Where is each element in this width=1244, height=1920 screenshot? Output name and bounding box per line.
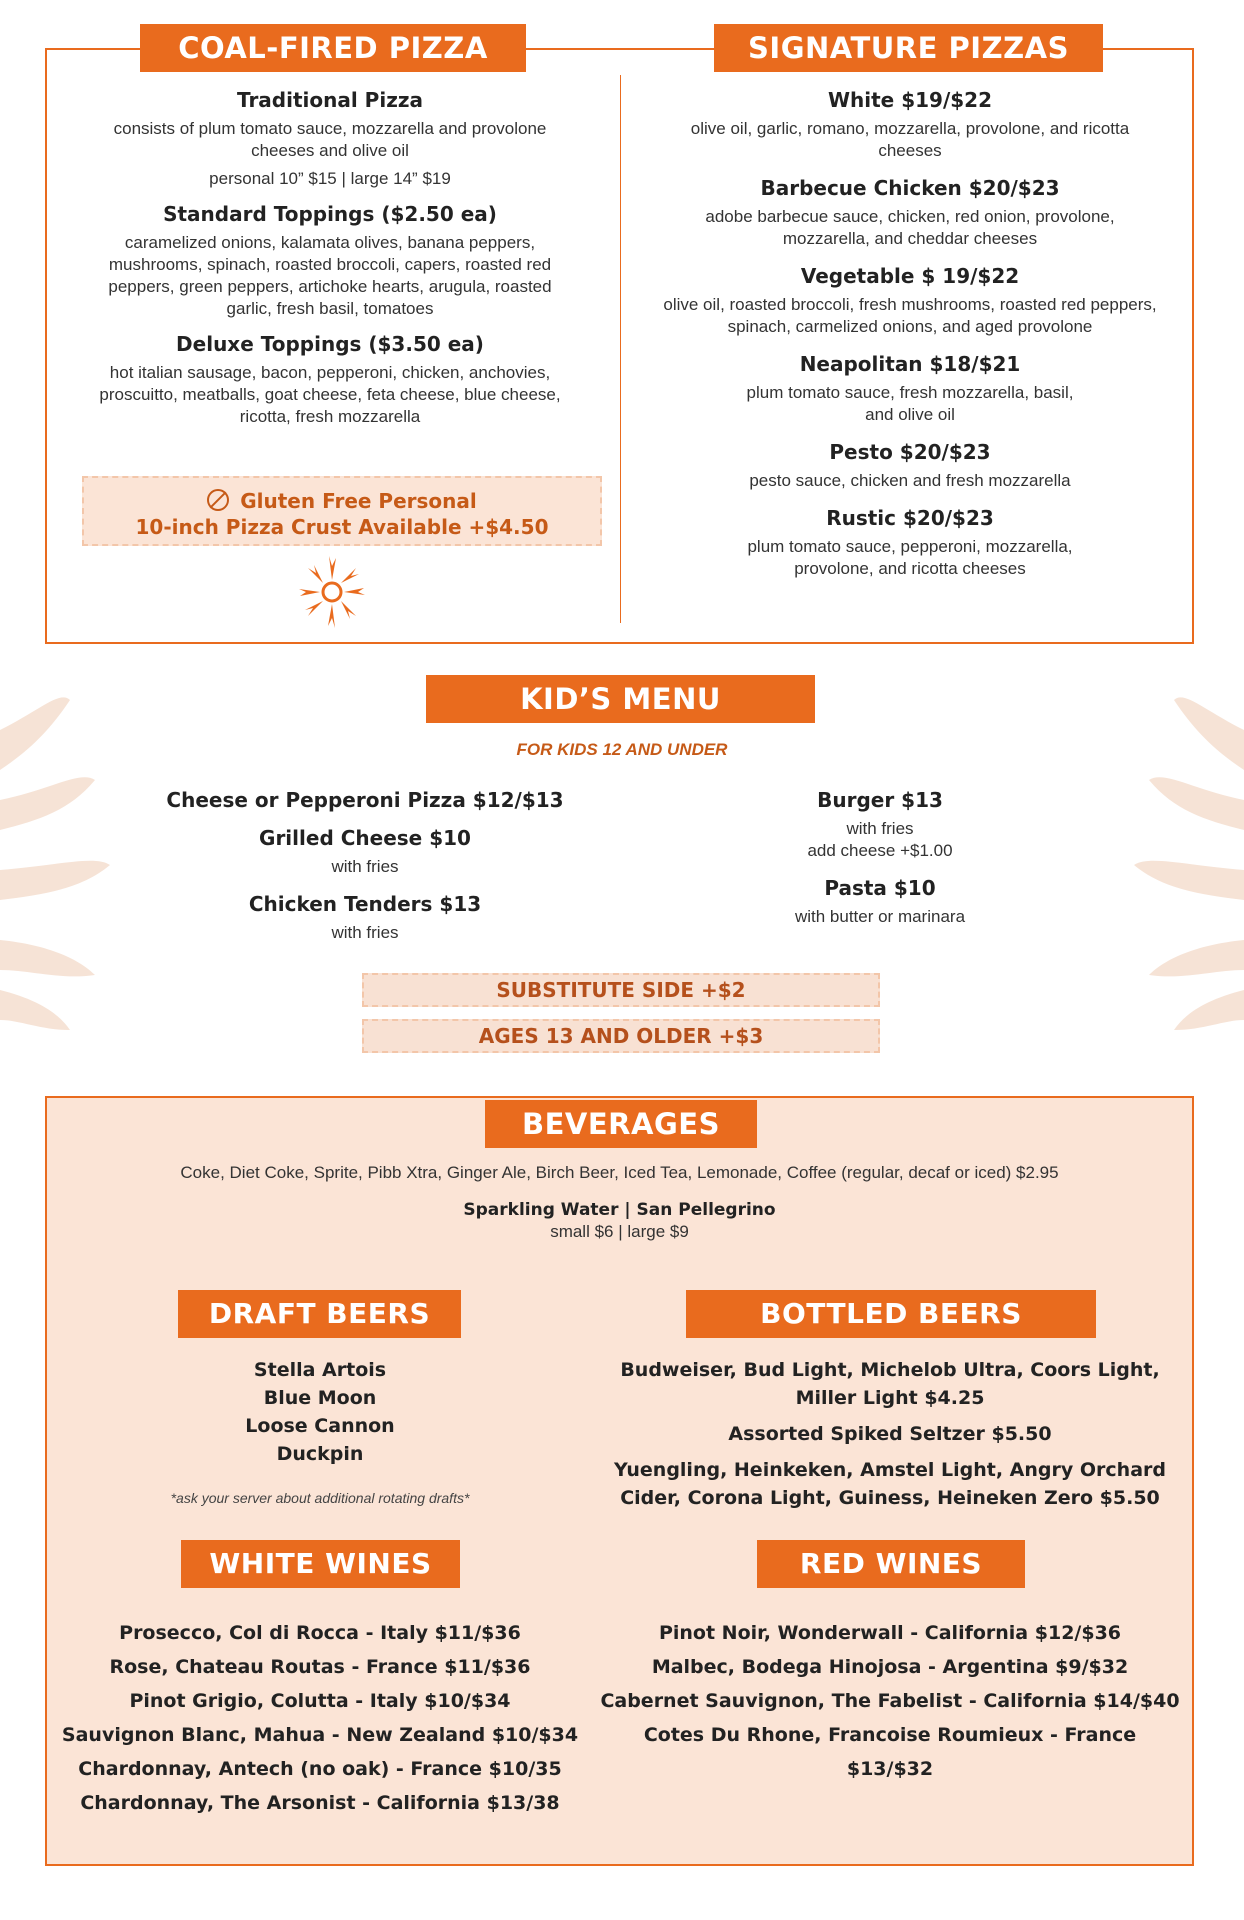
item-title: Neapolitan $18/$21 <box>799 352 1021 376</box>
sparkling-price: small $6 | large $9 <box>550 1222 689 1241</box>
list-item: Chardonnay, Antech (no oak) - France $10/35 <box>78 1758 562 1780</box>
signature-column <box>660 88 1160 588</box>
item-description: with butter or marinara <box>794 907 966 926</box>
menu-item <box>660 88 1160 162</box>
menu-item <box>660 440 1160 492</box>
item-title: Vegetable $ 19/$22 <box>800 264 1020 288</box>
item-description: adobe barbecue sauce, chicken, red onion, provolone, mozzarella, and cheddar cheeses <box>705 207 1115 248</box>
item-title: Traditional Pizza <box>237 88 423 112</box>
menu-item <box>660 264 1160 338</box>
item-title: Deluxe Toppings ($3.50 ea) <box>176 332 484 356</box>
item-title: Chicken Tenders $13 <box>248 892 482 916</box>
list-item: Cabernet Sauvignon, The Fabelist - California $14/$40 <box>600 1690 1180 1712</box>
list-item: Malbec, Bodega Hinojosa - Argentina $9/$32 <box>651 1656 1129 1678</box>
item-description: hot italian sausage, bacon, pepperoni, chicken, anchovies, proscuitto, meatballs, goat cheese, feta cheese, blue cheese, ricotta, fresh mozzarella <box>99 363 561 426</box>
menu-item <box>90 332 570 428</box>
list-item: Cider, Corona Light, Guiness, Heineken Zero $5.50 <box>620 1487 1160 1509</box>
gluten-free-line2: 10-inch Pizza Crust Available +$4.50 <box>135 515 549 539</box>
sun-logo-icon <box>297 552 367 632</box>
kids-left-column <box>140 788 590 944</box>
list-item: Budweiser, Bud Light, Michelob Ultra, Coors Light, <box>620 1359 1160 1381</box>
item-description: with fries <box>846 819 914 838</box>
white-wines-header: WHITE WINES <box>181 1540 460 1588</box>
list-item: Sauvignon Blanc, Mahua - New Zealand $10/$34 <box>61 1724 579 1746</box>
menu-item <box>660 506 1160 580</box>
item-description: caramelized onions, kalamata olives, banana peppers, mushrooms, spinach, roasted broccoli, capers, roasted red peppers, green peppers, artichoke hearts, arugula, roasted garlic, fresh basil, tomatoes <box>108 233 552 318</box>
menu-item <box>660 352 1160 426</box>
item-title: Standard Toppings ($2.50 ea) <box>163 202 497 226</box>
pizza-column-divider <box>620 75 621 623</box>
item-description: with fries <box>331 857 399 876</box>
beverages-header: BEVERAGES <box>485 1100 757 1148</box>
ages-note: AGES 13 AND OLDER +$3 <box>362 1019 880 1053</box>
draft-beers-note: *ask your server about additional rotating drafts* <box>170 1490 470 1506</box>
list-item: Cotes Du Rhone, Francoise Roumieux - France $13/$32 <box>643 1724 1137 1780</box>
item-description: olive oil, roasted broccoli, fresh mushrooms, roasted red peppers, spinach, carmelized onions, and aged provolone <box>663 295 1157 336</box>
sparkling-line: Sparkling Water | San Pellegrino <box>463 1200 776 1220</box>
item-title: Pesto $20/$23 <box>829 440 991 464</box>
kids-right-column <box>700 788 1060 928</box>
coal-fired-header: COAL-FIRED PIZZA <box>140 24 526 72</box>
item-title: Cheese or Pepperoni Pizza $12/$13 <box>166 788 564 812</box>
list-item: Duckpin <box>276 1443 364 1465</box>
white-wines-list <box>60 1616 580 1820</box>
item-title: White $19/$22 <box>827 88 993 112</box>
list-item: Prosecco, Col di Rocca - Italy $11/$36 <box>119 1622 521 1644</box>
item-description: plum tomato sauce, pepperoni, mozzarella, provolone, and ricotta cheeses <box>747 537 1073 578</box>
item-description: with fries <box>331 923 399 942</box>
item-price: personal 10” $15 | large 14” $19 <box>209 169 451 188</box>
substitute-side-note: SUBSTITUTE SIDE +$2 <box>362 973 880 1007</box>
list-item: Loose Cannon <box>245 1415 395 1437</box>
list-item: Miller Light $4.25 <box>795 1387 985 1409</box>
item-description: pesto sauce, chicken and fresh mozzarella <box>749 471 1071 490</box>
item-title: Pasta $10 <box>824 876 936 900</box>
menu-item <box>90 202 570 320</box>
no-wheat-icon <box>207 489 229 511</box>
item-description: olive oil, garlic, romano, mozzarella, provolone, and ricotta cheeses <box>690 119 1130 160</box>
signature-header: SIGNATURE PIZZAS <box>714 24 1103 72</box>
list-item: Stella Artois <box>253 1359 387 1381</box>
kids-menu-header: KID’S MENU <box>426 675 815 723</box>
item-description: plum tomato sauce, fresh mozzarella, basil, and olive oil <box>746 383 1074 424</box>
draft-beers-list <box>120 1356 520 1468</box>
gluten-free-line1: Gluten Free Personal <box>240 489 477 513</box>
list-item: Assorted Spiked Seltzer $5.50 <box>728 1423 1052 1445</box>
menu-item <box>660 176 1160 250</box>
draft-beers-header: DRAFT BEERS <box>178 1290 461 1338</box>
list-item: Yuengling, Heinkeken, Amstel Light, Angry Orchard <box>614 1459 1166 1481</box>
bottled-beers-list <box>610 1356 1170 1512</box>
list-item: Rose, Chateau Routas - France $11/$36 <box>109 1656 531 1678</box>
bottled-beers-header: BOTTLED BEERS <box>686 1290 1096 1338</box>
kids-menu-subtitle: FOR KIDS 12 AND UNDER <box>516 740 728 759</box>
coal-fired-column <box>90 88 570 436</box>
list-item: Blue Moon <box>263 1387 377 1409</box>
list-item: Chardonnay, The Arsonist - California $13/38 <box>80 1792 560 1814</box>
sodas-line: Coke, Diet Coke, Sprite, Pibb Xtra, Ginger Ale, Birch Beer, Iced Tea, Lemonade, Coffee (regular, decaf or iced) $2.95 <box>180 1163 1059 1182</box>
red-wines-header: RED WINES <box>757 1540 1025 1588</box>
menu-item <box>90 88 570 190</box>
red-wines-list <box>600 1616 1180 1786</box>
item-description: consists of plum tomato sauce, mozzarella and provolone cheeses and olive oil <box>113 119 547 160</box>
list-item: Pinot Grigio, Colutta - Italy $10/$34 <box>129 1690 511 1712</box>
list-item: Pinot Noir, Wonderwall - California $12/$36 <box>658 1622 1122 1644</box>
item-description: add cheese +$1.00 <box>807 841 953 860</box>
item-title: Grilled Cheese $10 <box>259 826 471 850</box>
item-title: Barbecue Chicken $20/$23 <box>760 176 1060 200</box>
item-title: Burger $13 <box>817 788 943 812</box>
gluten-free-note <box>82 476 602 546</box>
item-title: Rustic $20/$23 <box>826 506 994 530</box>
